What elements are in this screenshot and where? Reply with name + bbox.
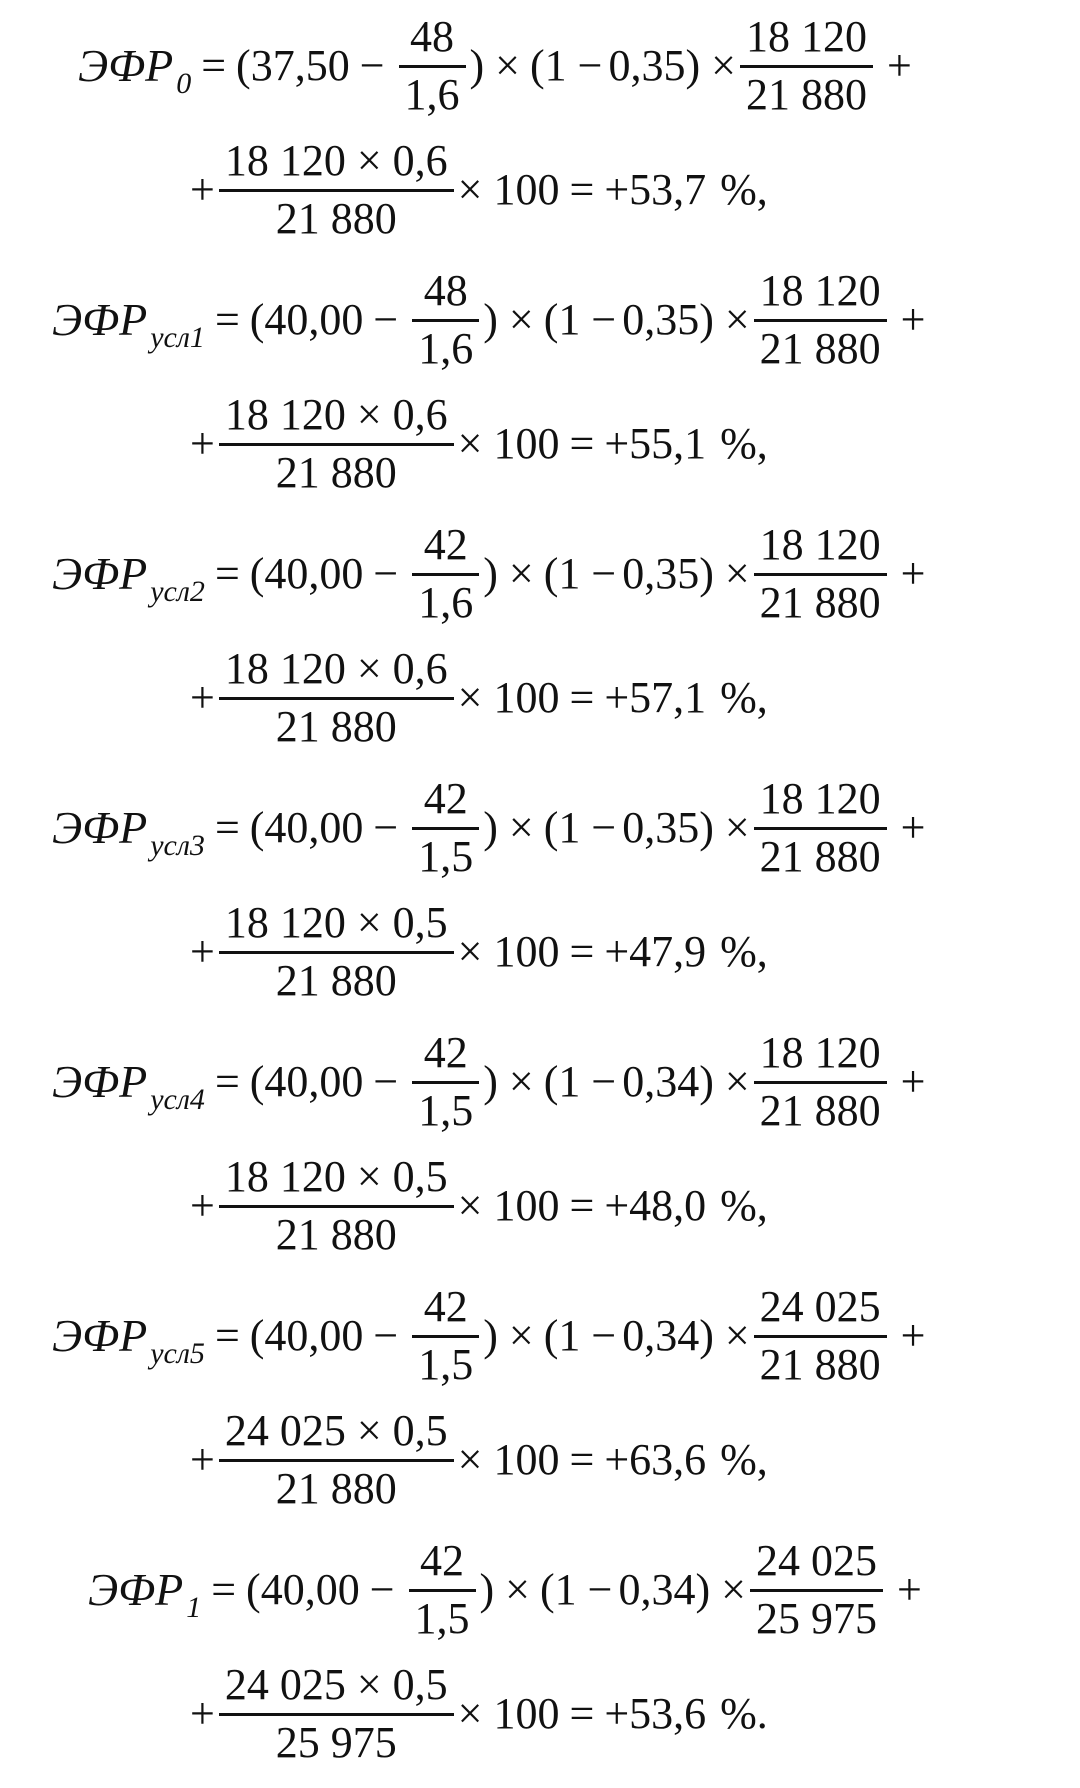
fraction-denominator: 21 880 <box>275 447 397 497</box>
comma: , <box>756 673 768 722</box>
minus-sign: − <box>373 1057 399 1106</box>
fraction-denominator: 21 880 <box>275 1463 397 1513</box>
fraction-numerator: 18 120 × 0,6 <box>224 644 448 694</box>
minus-sign: − <box>373 549 399 598</box>
formula-lhs <box>52 1056 205 1116</box>
equals-sign: = <box>214 549 240 598</box>
value-a: 40,00 <box>264 295 364 344</box>
fraction-numerator: 18 120 × 0,5 <box>224 898 448 948</box>
minus-sign: − <box>373 1311 399 1360</box>
close-paren-times: ) × <box>483 295 534 344</box>
fraction-2 <box>754 522 887 625</box>
formula-efr-usl1 <box>0 260 1080 510</box>
lhs-subscript: усл5 <box>150 1337 205 1370</box>
fraction-bar <box>754 827 887 830</box>
fraction-bar <box>412 1335 479 1338</box>
formula-line-1 <box>52 260 935 380</box>
fraction-bar <box>750 1589 883 1592</box>
fraction-bar <box>219 1713 454 1716</box>
value-b: 0,35 <box>622 549 700 598</box>
fraction-3 <box>219 392 454 495</box>
formula-lhs <box>88 1564 202 1624</box>
fraction-numerator: 18 120 <box>759 774 881 824</box>
fraction-2 <box>740 14 873 117</box>
plus-sign: + <box>190 1181 215 1230</box>
result-value: +57,1 <box>604 673 707 722</box>
fraction-numerator: 24 025 × 0,5 <box>224 1406 448 1456</box>
plus-sign: + <box>190 673 215 722</box>
formula-efr-usl3 <box>0 768 1080 1018</box>
fraction-numerator: 42 <box>420 1536 465 1586</box>
formula-line-2 <box>190 132 768 248</box>
fraction-3 <box>219 1154 454 1257</box>
fraction-1 <box>412 522 479 625</box>
one-minus-open: (1 − <box>543 1311 617 1360</box>
comma: , <box>756 927 768 976</box>
fraction-numerator: 42 <box>423 520 468 570</box>
fraction-bar <box>219 951 454 954</box>
open-paren: ( <box>236 41 251 90</box>
percent-sign: % <box>720 1181 757 1230</box>
lhs-subscript: 1 <box>186 1591 202 1624</box>
fraction-denominator: 1,6 <box>418 577 474 627</box>
fraction-bar <box>412 1081 479 1084</box>
equals-sign: = <box>214 295 240 344</box>
fraction-denominator: 1,6 <box>404 69 460 119</box>
fraction-bar <box>219 189 454 192</box>
fraction-numerator: 18 120 × 0,5 <box>224 1152 448 1202</box>
minus-sign: − <box>373 295 399 344</box>
equals-sign: = <box>211 1565 237 1614</box>
times-100: × 100 <box>457 1689 560 1738</box>
equals-sign: = <box>569 673 595 722</box>
fraction-bar <box>754 319 887 322</box>
equals-sign: = <box>569 927 595 976</box>
result-value: +47,9 <box>604 927 707 976</box>
fraction-numerator: 24 025 × 0,5 <box>224 1660 448 1710</box>
fraction-2 <box>754 1030 887 1133</box>
percent-sign: % <box>720 927 757 976</box>
open-paren: ( <box>249 549 265 598</box>
fraction-2 <box>754 1284 887 1387</box>
formula-line-2 <box>190 1402 768 1518</box>
open-paren: ( <box>249 1057 265 1106</box>
formula-line-1 <box>52 1022 935 1142</box>
close-paren-times: ) × <box>483 803 534 852</box>
fraction-3 <box>219 138 454 241</box>
fraction-bar <box>219 697 454 700</box>
result-value: +53,7 <box>604 165 707 214</box>
formula-line-1 <box>52 768 935 888</box>
close-paren-times: ) × <box>479 1565 530 1614</box>
formula-line-2 <box>190 1148 768 1264</box>
plus-sign: + <box>190 419 215 468</box>
formula-lhs <box>52 294 205 354</box>
comma: , <box>756 419 768 468</box>
close-paren-times: ) × <box>469 41 520 90</box>
fraction-numerator: 24 025 <box>759 1282 881 1332</box>
fraction-denominator: 21 880 <box>275 701 397 751</box>
close-paren-times: ) × <box>685 41 736 90</box>
formula-line-1 <box>52 514 935 634</box>
fraction-3 <box>219 1662 454 1765</box>
fraction-denominator: 1,5 <box>418 831 474 881</box>
comma: , <box>756 1181 768 1230</box>
lhs-subscript: усл1 <box>150 321 205 354</box>
fraction-denominator: 21 880 <box>275 193 397 243</box>
value-b: 0,34 <box>622 1311 700 1360</box>
equals-sign: = <box>569 1689 595 1738</box>
fraction-numerator: 18 120 × 0,6 <box>224 390 448 440</box>
equals-sign: = <box>214 1057 240 1106</box>
plus-sign: + <box>190 165 215 214</box>
fraction-bar <box>399 65 466 68</box>
value-a: 40,00 <box>264 1057 364 1106</box>
times-100: × 100 <box>457 1181 560 1230</box>
fraction-denominator: 21 880 <box>759 577 881 627</box>
fraction-bar <box>409 1589 476 1592</box>
fraction-bar <box>412 319 479 322</box>
fraction-1 <box>399 14 466 117</box>
result-value: +63,6 <box>604 1435 707 1484</box>
close-paren-times: ) × <box>699 803 750 852</box>
fraction-bar <box>740 65 873 68</box>
fraction-1 <box>412 1030 479 1133</box>
open-paren: ( <box>249 1311 265 1360</box>
close-paren-times: ) × <box>483 1057 534 1106</box>
open-paren: ( <box>246 1565 261 1614</box>
lhs-symbol: ЭФР <box>88 1564 184 1615</box>
fraction-denominator: 21 880 <box>745 69 867 119</box>
value-a: 40,00 <box>264 803 364 852</box>
close-paren-times: ) × <box>699 1057 750 1106</box>
fraction-1 <box>412 1284 479 1387</box>
fraction-bar <box>412 827 479 830</box>
equals-sign: = <box>569 165 595 214</box>
plus-sign: + <box>900 1311 926 1360</box>
fraction-numerator: 18 120 <box>759 1028 881 1078</box>
one-minus-open: (1 − <box>543 549 617 598</box>
formula-efr-usl2 <box>0 514 1080 764</box>
equals-sign: = <box>214 1311 240 1360</box>
fraction-bar <box>754 1335 887 1338</box>
fraction-bar <box>754 573 887 576</box>
comma: , <box>756 165 768 214</box>
percent-sign: % <box>720 1435 757 1484</box>
lhs-symbol: ЭФР <box>52 802 148 853</box>
equals-sign: = <box>569 1435 595 1484</box>
lhs-subscript: усл2 <box>150 575 205 608</box>
formula-line-2 <box>190 386 768 502</box>
formula-efr-0 <box>0 6 1080 256</box>
minus-sign: − <box>373 803 399 852</box>
formula-line-1 <box>52 1276 935 1396</box>
result-value: +53,6 <box>604 1689 707 1738</box>
value-b: 0,35 <box>622 803 700 852</box>
fraction-denominator: 21 880 <box>275 1209 397 1259</box>
plus-sign: + <box>190 1689 215 1738</box>
lhs-subscript: усл4 <box>150 1083 205 1116</box>
open-paren: ( <box>249 803 265 852</box>
times-100: × 100 <box>457 1435 560 1484</box>
fraction-denominator: 1,5 <box>418 1339 474 1389</box>
formula-line-2 <box>190 640 768 756</box>
value-a: 40,00 <box>264 1311 364 1360</box>
lhs-symbol: ЭФР <box>78 40 174 91</box>
times-100: × 100 <box>457 165 560 214</box>
close-paren-times: ) × <box>695 1565 746 1614</box>
formula-line-2 <box>190 894 768 1010</box>
period: . <box>756 1689 768 1738</box>
fraction-3 <box>219 1408 454 1511</box>
fraction-denominator: 21 880 <box>759 323 881 373</box>
value-b: 0,35 <box>608 41 686 90</box>
fraction-bar <box>219 1205 454 1208</box>
equals-sign: = <box>569 419 595 468</box>
fraction-denominator: 21 880 <box>275 955 397 1005</box>
formula-line-1 <box>88 1530 932 1650</box>
formula-lhs <box>52 548 205 608</box>
fraction-numerator: 18 120 <box>759 266 881 316</box>
times-100: × 100 <box>457 673 560 722</box>
plus-sign: + <box>900 295 926 344</box>
plus-sign: + <box>900 803 926 852</box>
plus-sign: + <box>190 927 215 976</box>
fraction-numerator: 42 <box>423 1282 468 1332</box>
open-paren: ( <box>249 295 265 344</box>
plus-sign: + <box>900 549 926 598</box>
equals-sign: = <box>569 1181 595 1230</box>
value-a: 40,00 <box>264 549 364 598</box>
fraction-denominator: 21 880 <box>759 1085 881 1135</box>
fraction-bar <box>754 1081 887 1084</box>
fraction-denominator: 1,5 <box>418 1085 474 1135</box>
fraction-bar <box>219 1459 454 1462</box>
close-paren-times: ) × <box>483 1311 534 1360</box>
one-minus-open: (1 − <box>530 41 603 90</box>
fraction-denominator: 21 880 <box>759 1339 881 1389</box>
value-b: 0,34 <box>622 1057 700 1106</box>
fraction-2 <box>750 1538 883 1641</box>
value-a: 40,00 <box>260 1565 360 1614</box>
result-value: +55,1 <box>604 419 707 468</box>
fraction-denominator: 25 975 <box>275 1717 397 1767</box>
fraction-1 <box>412 268 479 371</box>
fraction-numerator: 18 120 <box>759 520 881 570</box>
lhs-symbol: ЭФР <box>52 294 148 345</box>
minus-sign: − <box>359 41 385 90</box>
lhs-subscript: 0 <box>176 67 192 100</box>
fraction-3 <box>219 900 454 1003</box>
fraction-1 <box>409 1538 476 1641</box>
close-paren-times: ) × <box>483 549 534 598</box>
percent-sign: % <box>720 165 757 214</box>
value-b: 0,35 <box>622 295 700 344</box>
plus-sign: + <box>900 1057 926 1106</box>
formula-line-2 <box>190 1656 768 1772</box>
formula-lhs <box>52 802 205 862</box>
close-paren-times: ) × <box>699 549 750 598</box>
comma: , <box>756 1435 768 1484</box>
fraction-numerator: 24 025 <box>755 1536 877 1586</box>
formula-efr-usl4 <box>0 1022 1080 1272</box>
fraction-numerator: 18 120 <box>745 12 867 62</box>
lhs-symbol: ЭФР <box>52 548 148 599</box>
value-b: 0,34 <box>618 1565 696 1614</box>
fraction-numerator: 42 <box>423 774 468 824</box>
percent-sign: % <box>720 1689 757 1738</box>
plus-sign: + <box>190 1435 215 1484</box>
plus-sign: + <box>896 1565 922 1614</box>
fraction-2 <box>754 776 887 879</box>
fraction-3 <box>219 646 454 749</box>
formula-efr-1 <box>0 1530 1080 1780</box>
fraction-2 <box>754 268 887 371</box>
times-100: × 100 <box>457 419 560 468</box>
fraction-numerator: 42 <box>423 1028 468 1078</box>
formula-lhs <box>78 40 192 100</box>
result-value: +48,0 <box>604 1181 707 1230</box>
formula-line-1 <box>78 6 922 126</box>
fraction-denominator: 1,6 <box>418 323 474 373</box>
lhs-subscript: усл3 <box>150 829 205 862</box>
one-minus-open: (1 − <box>540 1565 613 1614</box>
fraction-denominator: 25 975 <box>755 1593 877 1643</box>
percent-sign: % <box>720 419 757 468</box>
one-minus-open: (1 − <box>543 803 617 852</box>
lhs-symbol: ЭФР <box>52 1056 148 1107</box>
close-paren-times: ) × <box>699 295 750 344</box>
formula-efr-usl5 <box>0 1276 1080 1526</box>
equals-sign: = <box>201 41 227 90</box>
fraction-numerator: 48 <box>410 12 455 62</box>
fraction-bar <box>219 443 454 446</box>
percent-sign: % <box>720 673 757 722</box>
plus-sign: + <box>886 41 912 90</box>
one-minus-open: (1 − <box>543 295 617 344</box>
equals-sign: = <box>214 803 240 852</box>
fraction-numerator: 18 120 × 0,6 <box>224 136 448 186</box>
close-paren-times: ) × <box>699 1311 750 1360</box>
one-minus-open: (1 − <box>543 1057 617 1106</box>
fraction-1 <box>412 776 479 879</box>
fraction-denominator: 21 880 <box>759 831 881 881</box>
value-a: 37,50 <box>250 41 350 90</box>
fraction-bar <box>412 573 479 576</box>
fraction-denominator: 1,5 <box>414 1593 470 1643</box>
formula-lhs <box>52 1310 205 1370</box>
minus-sign: − <box>369 1565 395 1614</box>
times-100: × 100 <box>457 927 560 976</box>
fraction-numerator: 48 <box>423 266 468 316</box>
lhs-symbol: ЭФР <box>52 1310 148 1361</box>
